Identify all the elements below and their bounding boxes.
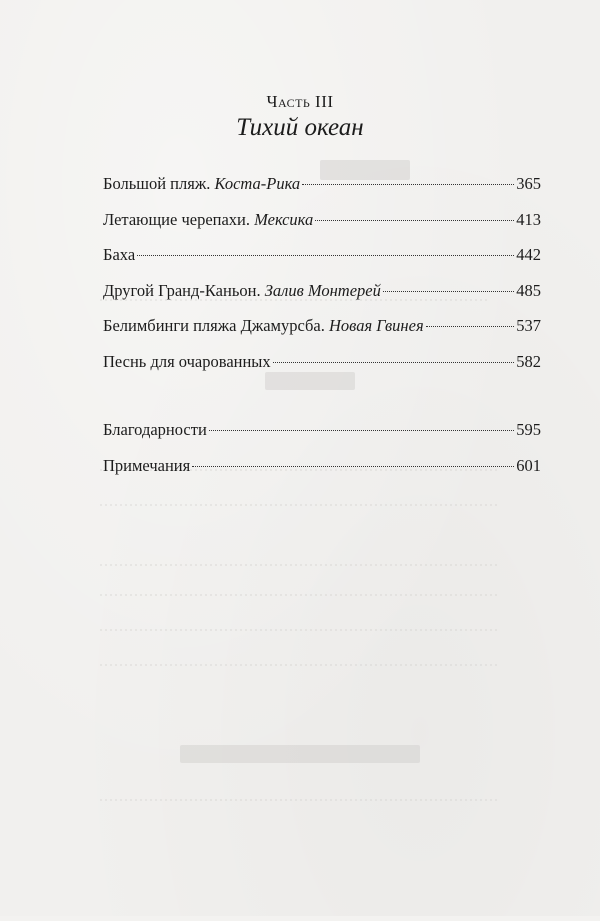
toc-entry-title: Примечания	[103, 455, 191, 475]
toc-entry-title: Летающие черепахи. Мексика	[103, 209, 314, 229]
toc-entry-title: Баха	[103, 245, 136, 264]
toc-page-number: 413	[516, 209, 541, 229]
part-number	[0, 92, 600, 112]
toc-entry[interactable]	[103, 352, 541, 388]
toc-entry-subtitle: Мексика	[254, 209, 314, 229]
toc-entry-title: Белимбинги пляжа Джамурсба. Новая Гвинея	[103, 316, 424, 335]
part-number-initial: Ч	[266, 92, 279, 111]
toc-page-number: 537	[516, 316, 541, 335]
toc-page-number: 485	[516, 280, 541, 300]
toc-entry-title: Благодарности	[103, 420, 207, 439]
section-gap	[103, 387, 541, 420]
toc-entry[interactable]	[103, 316, 541, 352]
toc-entry-subtitle: Залив Монтерей	[264, 280, 381, 300]
dot-leader	[426, 326, 515, 327]
toc-entry-back-matter[interactable]	[103, 456, 541, 492]
toc-entry[interactable]	[103, 281, 541, 317]
toc-entry[interactable]	[103, 245, 541, 281]
toc-entry-title: Песнь для очарованных	[103, 351, 271, 371]
toc-page-number: 365	[516, 174, 541, 193]
toc-page-number: 595	[516, 420, 541, 439]
toc-page-number: 582	[516, 351, 541, 371]
toc-entry[interactable]	[103, 210, 541, 246]
part-number-rest: асть III	[278, 92, 334, 111]
dot-leader	[273, 362, 515, 363]
toc-entry-back-matter[interactable]	[103, 420, 541, 456]
toc-entry[interactable]	[103, 174, 541, 210]
dot-leader	[192, 466, 514, 467]
toc-entry-title: Большой пляж. Коста-Рика	[103, 174, 301, 193]
toc-page-number: 442	[516, 245, 541, 264]
toc-entry-title: Другой Гранд-Каньон. Залив Монтерей	[103, 280, 381, 300]
part-title: Тихий океан	[236, 114, 364, 141]
dot-leader	[383, 291, 514, 292]
toc-entry-subtitle: Коста-Рика	[214, 174, 301, 193]
dot-leader	[137, 255, 514, 256]
toc-page-number: 601	[516, 455, 541, 475]
dot-leader	[315, 220, 514, 221]
table-of-contents	[103, 174, 541, 491]
dot-leader	[209, 430, 514, 431]
dot-leader	[302, 184, 514, 185]
toc-entry-subtitle: Новая Гвинея	[329, 316, 424, 335]
